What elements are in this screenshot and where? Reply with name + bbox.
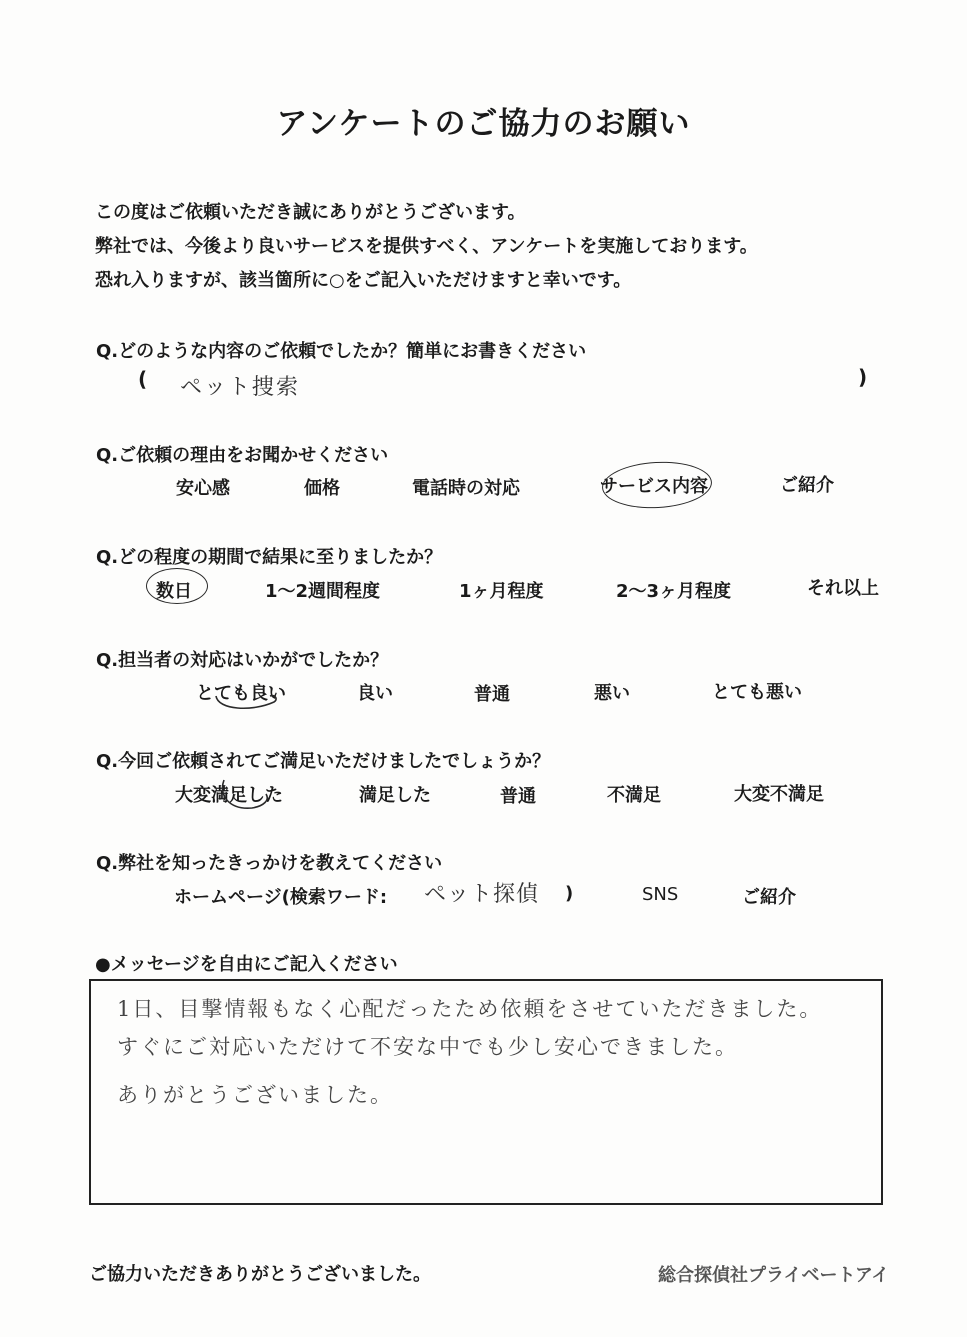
q5-option-satisfied[interactable]: 満足した xyxy=(359,785,431,806)
page-title: アンケートのご協力のお願い xyxy=(276,106,691,142)
q4-option-normal[interactable]: 普通 xyxy=(474,684,510,705)
intro-line-3: 恐れ入りますが、該当箇所に○をご記入いただけますと幸いです。 xyxy=(95,270,632,291)
q4-option-very-good[interactable]: とても良い xyxy=(196,683,286,704)
q1-answer[interactable]: ペット捜索 xyxy=(180,375,301,400)
question-1: Q.どのような内容のご依頼でしたか？簡単にお書きください xyxy=(96,341,587,362)
intro-line-1: この度はご依頼いただき誠にありがとうございます。 xyxy=(95,202,526,223)
q4-option-good[interactable]: 良い xyxy=(357,683,393,704)
question-2: Q.ご依頼の理由をお聞かせください xyxy=(96,445,389,466)
q3-option-2-3-months[interactable]: 2～3ヶ月程度 xyxy=(616,581,732,602)
message-line-1: 1日、目撃情報もなく心配だったため依頼をさせていただきました。 xyxy=(117,997,823,1021)
q6-search-word[interactable]: ペット探偵 xyxy=(424,882,540,907)
question-5: Q.今回ご依頼されてご満足いただけましたでしょうか？ xyxy=(96,751,551,772)
q4-option-very-bad[interactable]: とても悪い xyxy=(712,682,802,703)
q4-circle-mark xyxy=(212,690,282,714)
q1-paren-close: ) xyxy=(858,365,868,389)
message-line-3: ありがとうございました。 xyxy=(117,1083,393,1107)
footer-thanks: ご協力いただきありがとうございました。 xyxy=(89,1264,431,1285)
q2-circle-mark xyxy=(601,459,713,511)
q2-option-referral[interactable]: ご紹介 xyxy=(780,475,834,496)
footer-company: 総合探偵社プライベートアイ xyxy=(658,1265,890,1286)
q5-option-very-satisfied[interactable]: 大変満足した xyxy=(175,785,283,806)
q5-circle-mark xyxy=(216,772,276,814)
message-line-2: すぐにご対応いただけて不安な中でも少し安心できました。 xyxy=(117,1035,738,1059)
question-4: Q.担当者の対応はいかがでしたか？ xyxy=(96,650,389,671)
message-box[interactable] xyxy=(89,979,883,1205)
q2-option-anshinkan[interactable]: 安心感 xyxy=(176,478,230,499)
q4-option-bad[interactable]: 悪い xyxy=(594,683,630,704)
q6-option-sns[interactable]: SNS xyxy=(642,884,679,905)
intro-line-2: 弊社では、今後より良いサービスを提供すべく、アンケートを実施しております。 xyxy=(95,236,758,257)
q3-circle-mark xyxy=(146,568,208,604)
q3-option-1-2-weeks[interactable]: 1～2週間程度 xyxy=(265,581,381,602)
q6-homepage-label: ホームページ(検索ワード: xyxy=(174,887,388,908)
q1-paren-open: ( xyxy=(138,367,148,391)
q5-option-normal[interactable]: 普通 xyxy=(500,786,536,807)
q2-option-price[interactable]: 価格 xyxy=(304,478,340,499)
q2-option-phone-response[interactable]: 電話時の対応 xyxy=(412,478,520,499)
q3-option-longer[interactable]: それ以上 xyxy=(807,578,879,599)
q2-option-service-content[interactable]: サービス内容 xyxy=(600,476,708,497)
q3-option-1-month[interactable]: 1ヶ月程度 xyxy=(459,581,544,602)
q5-option-very-dissatisfied[interactable]: 大変不満足 xyxy=(734,784,824,805)
message-heading: ●メッセージを自由にご記入ください xyxy=(95,954,398,975)
q5-option-dissatisfied[interactable]: 不満足 xyxy=(607,785,661,806)
q3-option-few-days[interactable]: 数日 xyxy=(156,581,192,602)
q6-paren-close: ) xyxy=(565,883,574,904)
question-3: Q.どの程度の期間で結果に至りましたか？ xyxy=(96,547,443,568)
question-6: Q.弊社を知ったきっかけを教えてください xyxy=(96,853,443,874)
q6-option-referral[interactable]: ご紹介 xyxy=(742,887,796,908)
